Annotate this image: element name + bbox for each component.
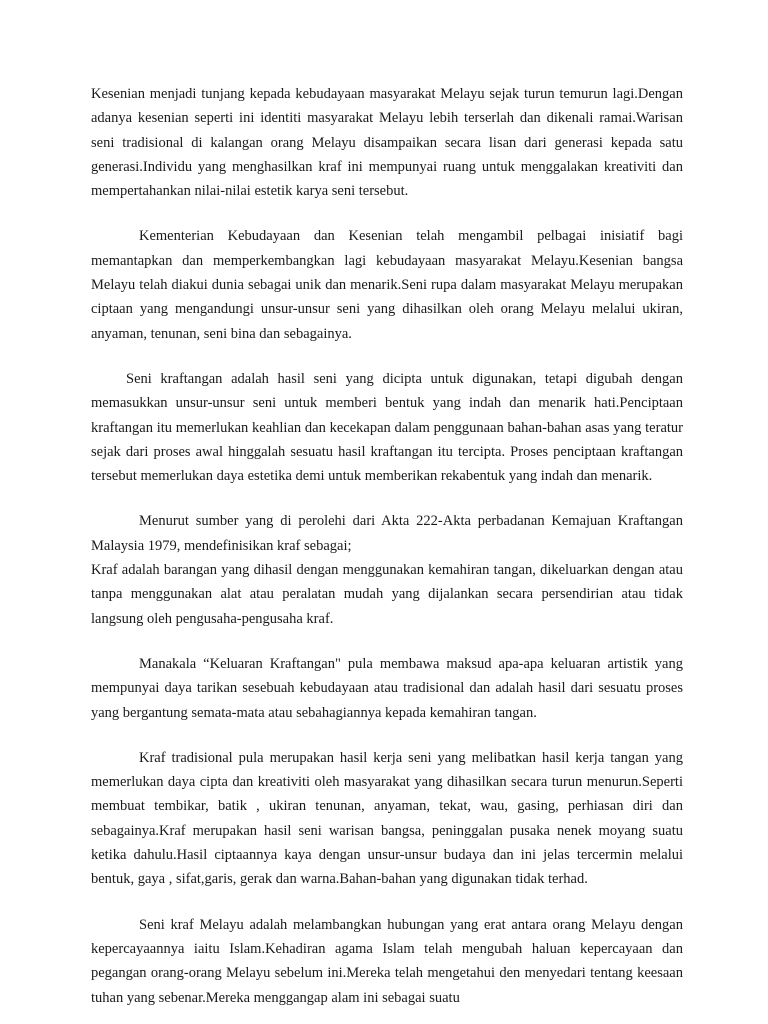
paragraph-6: Kraf tradisional pula merupakan hasil kerja seni yang melibatkan hasil kerja tangan yang memerlukan daya cipta dan kreativiti oleh masyarakat yang dihasilkan secara turun menurun.Seperti membuat tembikar, batik , ukiran tenunan, anyaman, tekat, wau, gasing, perhiasan diri dan sebagainya.Kraf merupakan hasil seni warisan bangsa, peninggalan pusaka nenek moyang suatu ketika dahulu.Hasil ciptaannya kaya dengan unsur-unsur budaya dan ini jelas tercermin melalui bentuk, gaya , sifat,garis, gerak dan warna.Bahan-bahan yang digunakan tidak terhad.	[91, 749, 683, 888]
kraf-definition: Kraf adalah barangan yang dihasil dengan menggunakan kemahiran tangan, dikeluarkan dengan atau tanpa menggunakan alat atau peralatan mudah yang dijalankan secara persendirian atau tidak langsung oleh pengusaha-pengusaha kraf.	[91, 562, 683, 627]
paragraph-1: Kesenian menjadi tunjang kepada kebudayaan masyarakat Melayu sejak turun temurun lagi.Dengan adanya kesenian seperti ini identiti masyarakat Melayu lebih terserlah dan dikenali ramai.Warisan seni tradisional di kalangan orang Melayu disampaikan secara lisan dari generasi kepada satu generasi.Individu yang menghasilkan kraf ini mempunyai ruang untuk menggalakan kreativiti dan mempertahankan nilai-nilai estetik karya seni tersebut.	[91, 86, 683, 200]
paragraph-2: Kementerian Kebudayaan dan Kesenian telah mengambil pelbagai inisiatif bagi memantapkan dan memperkembangkan lagi kebudayaan masyarakat Melayu.Kesenian bangsa Melayu telah diakui dunia sebagai unik dan menarik.Seni rupa dalam masyarakat Melayu merupakan ciptaan yang mengandungi unsur-unsur seni yang dihasilkan oleh orang Melayu melalui ukiran, anyaman, tenunan, seni bina dan sebagainya.	[91, 228, 683, 342]
paragraph-5: Manakala “Keluaran Kraftangan" pula membawa maksud apa-apa keluaran artistik yang mempunyai daya tarikan sesebuah kebudayaan atau tradisional dan adalah hasil dari sesuatu proses yang bergantung semata-mata atau sebahagiannya kepada kemahiran tangan.	[91, 655, 683, 721]
paragraph-7: Seni kraf Melayu adalah melambangkan hubungan yang erat antara orang Melayu dengan kepercayaannya iaitu Islam.Kehadiran agama Islam telah mengubah haluan kepercayaan dan pegangan orang-orang Melayu sebelum ini.Mereka telah mengetahui den menyedari tentang keesaan tuhan yang sebenar.Mereka menggangap alam ini sebagai suatu	[91, 916, 683, 1006]
paragraph-4	[91, 509, 683, 630]
paragraph-3: Seni kraftangan adalah hasil seni yang dicipta untuk digunakan, tetapi digubah dengan memasukkan unsur-unsur seni untuk memberi bentuk yang indah dan menarik hati.Penciptaan kraftangan itu memerlukan keahlian dan kecekapan dalam penggunaan bahan-bahan asas yang teratur sejak dari proses awal hinggalah sesuatu hasil kraftangan itu tercipta. Proses penciptaan kraftangan tersebut memerlukan daya estetika demi untuk memberikan rekabentuk yang indah dan menarik.	[91, 370, 683, 485]
paragraph-4-lead: Menurut sumber yang di perolehi dari Akta 222-Akta perbadanan Kemajuan Kraftangan Malaysia 1979, mendefinisikan kraf sebagai;	[91, 513, 683, 554]
document-page	[91, 82, 683, 1010]
